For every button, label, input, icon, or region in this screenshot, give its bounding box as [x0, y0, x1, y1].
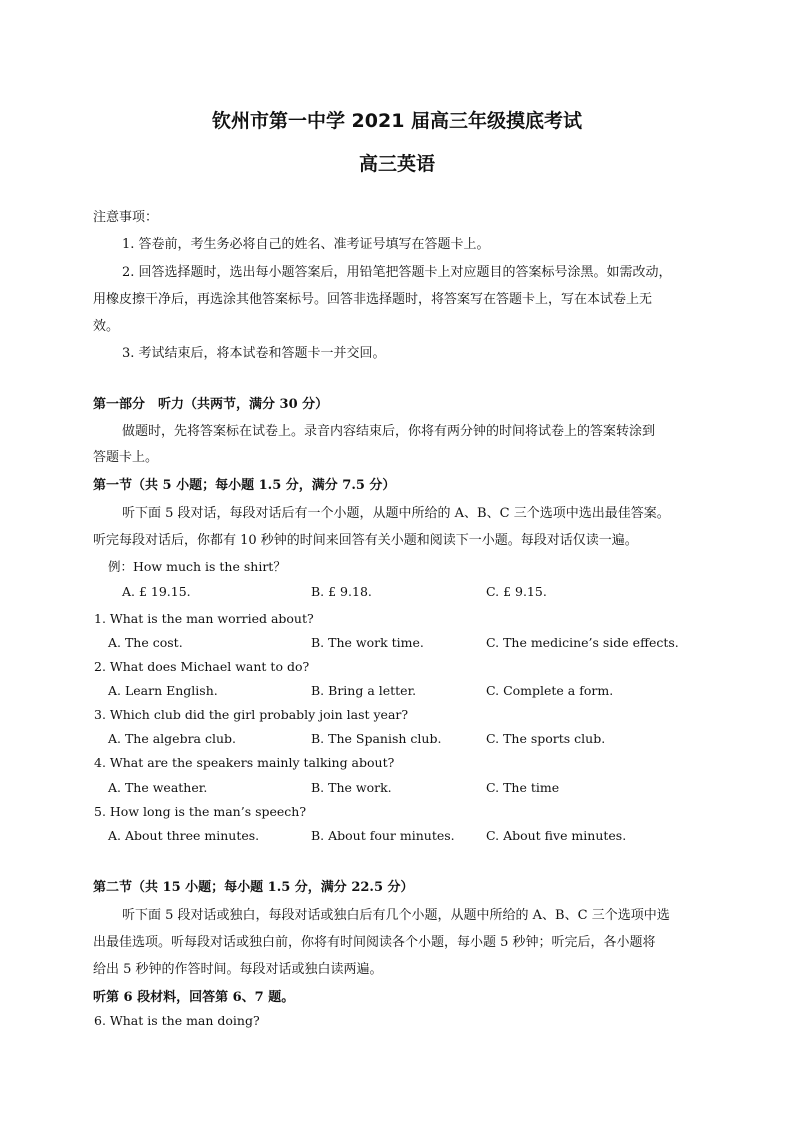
part1-heading: 第一部分 听力（共两节，满分 30 分）: [93, 397, 329, 412]
notice-item-2-end: 效。: [93, 319, 120, 334]
section2-instr-1: 听下面 5 段对话或独白，每段对话或独白后有几个小题，从题中所给的 A、B、C 三个选项中选: [122, 908, 670, 923]
q3-option-a: A. The algebra club.: [108, 731, 237, 746]
part1-intro-2: 答题卡上。: [93, 450, 159, 465]
material-6-heading: 听第 6 段材料，回答第 6、7 题。: [93, 990, 295, 1005]
question-4: 4. What are the speakers mainly talking about?: [94, 755, 395, 770]
exam-subtitle: 高三英语: [358, 153, 435, 175]
section2-heading: 第二节（共 15 小题；每小题 1.5 分，满分 22.5 分）: [93, 880, 414, 895]
q4-option-b: B. The work.: [311, 780, 392, 795]
q2-option-b: B. Bring a letter.: [311, 683, 417, 698]
q2-option-a: A. Learn English.: [108, 683, 218, 698]
example-option-c: C. £ 9.15.: [486, 584, 547, 599]
part1-intro-1: 做题时，先将答案标在试卷上。录音内容结束后，你将有两分钟的时间将试卷上的答案转涂到: [122, 424, 656, 439]
question-6: 6. What is the man doing?: [94, 1013, 260, 1028]
section1-instr-2: 听完每段对话后，你都有 10 秒钟的时间来回答有关小题和阅读下一小题。每段对话仅读一遍。: [93, 533, 638, 548]
q4-option-c: C. The time: [486, 780, 560, 795]
exam-title: 钦州市第一中学 2021 届高三年级摸底考试: [211, 110, 583, 132]
notice-item-3: 3. 考试结束后，将本试卷和答题卡一并交回。: [122, 346, 386, 361]
question-1: 1. What is the man worried about?: [94, 611, 314, 626]
question-2: 2. What does Michael want to do?: [94, 659, 310, 674]
notice-heading: 注意事项：: [93, 210, 159, 225]
section2-instr-2: 出最佳选项。听每段对话或独白前，你将有时间阅读各个小题，每小题 5 秒钟；听完后，各小题将: [93, 935, 656, 950]
q3-option-c: C. The sports club.: [486, 731, 606, 746]
example-option-a: A. £ 19.15.: [122, 584, 191, 599]
q1-option-b: B. The work time.: [311, 635, 424, 650]
section1-heading: 第一节（共 5 小题；每小题 1.5 分，满分 7.5 分）: [93, 478, 396, 493]
question-3: 3. Which club did the girl probably join last year?: [94, 707, 409, 722]
q3-option-b: B. The Spanish club.: [311, 731, 442, 746]
notice-item-2: 2. 回答选择题时，选出每小题答案后，用铅笔把答题卡上对应题目的答案标号涂黑。如需改动，: [122, 265, 672, 280]
q5-option-b: B. About four minutes.: [311, 828, 455, 843]
q2-option-c: C. Complete a form.: [486, 683, 614, 698]
example-option-b: B. £ 9.18.: [311, 584, 372, 599]
notice-item-2-cont: 用橡皮擦干净后，再选涂其他答案标号。回答非选择题时，将答案写在答题卡上，写在本试卷上无: [93, 292, 653, 307]
section1-instr-1: 听下面 5 段对话，每段对话后有一个小题，从题中所给的 A、B、C 三个选项中选出最佳答案。: [122, 506, 670, 521]
question-5: 5. How long is the man’s speech?: [94, 804, 307, 819]
notice-item-1: 1. 答卷前，考生务必将自己的姓名、准考证号填写在答题卡上。: [122, 237, 490, 252]
q1-option-a: A. The cost.: [108, 635, 183, 650]
example-question: 例：How much is the shirt？: [108, 559, 286, 574]
q4-option-a: A. The weather.: [108, 780, 208, 795]
q1-option-c: C. The medicine’s side effects.: [486, 635, 679, 650]
section2-instr-3: 给出 5 秒钟的作答时间。每段对话或独白读两遍。: [93, 962, 383, 977]
q5-option-c: C. About five minutes.: [486, 828, 627, 843]
q5-option-a: A. About three minutes.: [108, 828, 260, 843]
